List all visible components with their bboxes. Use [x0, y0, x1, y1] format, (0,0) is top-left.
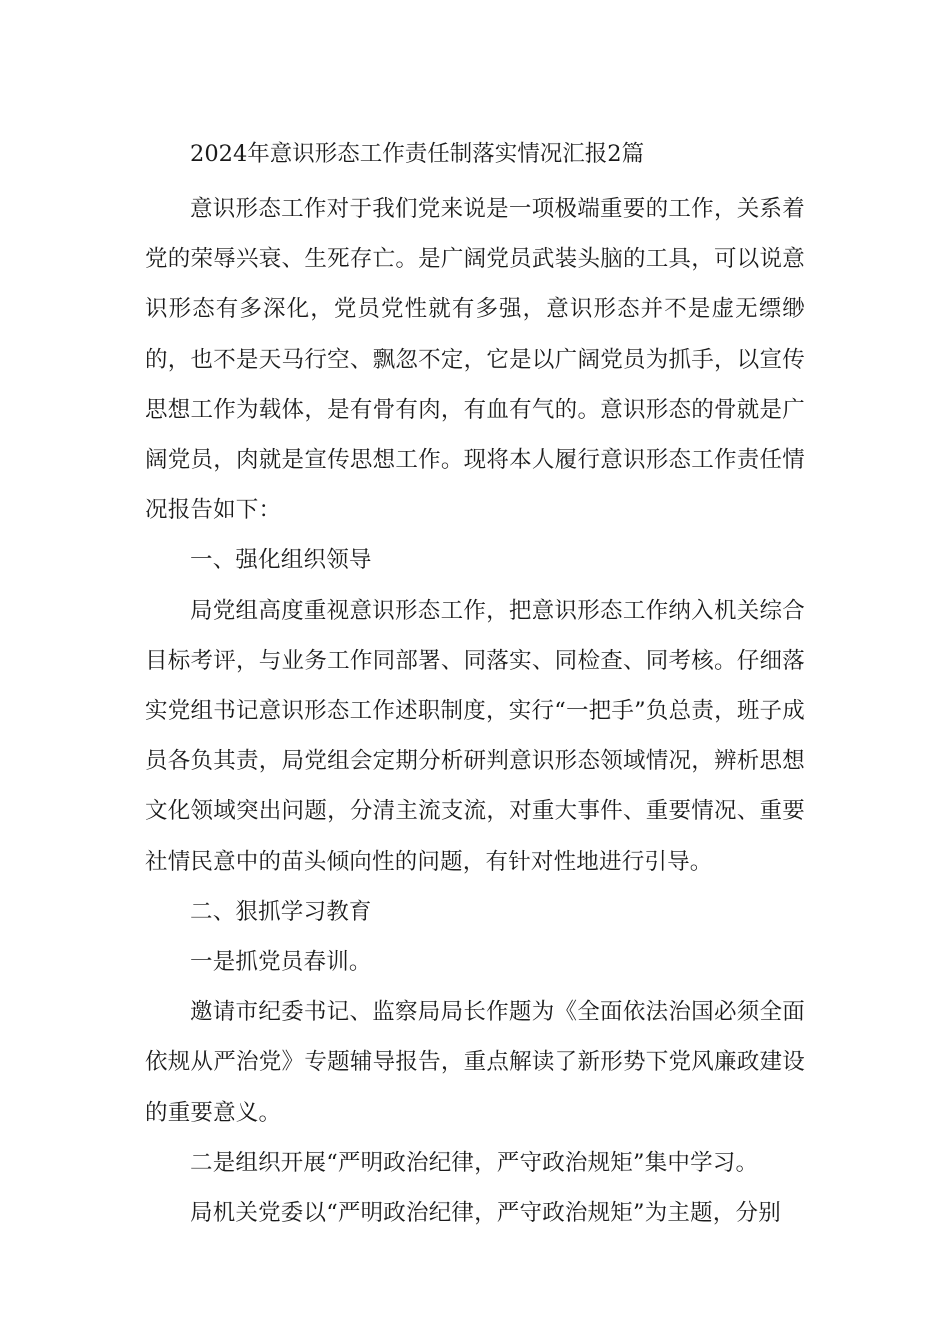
section-heading-1: 一、强化组织领导 [190, 547, 372, 574]
section-heading-2: 二、狠抓学习教育 [190, 898, 372, 925]
paragraph-intro: 意识形态工作对于我们党来说是一项极端重要的工作，关系着党的荣辱兴衰、生死存亡。是广阔党员武装头脑的工具，可以说意识形态有多深化，党员党性就有多强，意识形态并不是虚无缥缈的，也不是天马行空、飘忽不定，它是以广阔党员为抓手，以宣传思想工作为载体，是有骨有肉，有血有气的。意识形态的骨就是广阔党员，肉就是宣传思想工作。现将本人履行意识形态工作责任情况报告如下： [145, 196, 805, 524]
paragraph-section-1: 局党组高度重视意识形态工作，把意识形态工作纳入机关综合目标考评，与业务工作同部署、同落实、同检查、同考核。仔细落实党组书记意识形态工作述职制度，实行“一把手”负总责，班子成员各负其责，局党组会定期分析研判意识形态领域情况，辨析思想文化领域突出问题，分清主流支流，对重大事件、重要情况、重要社情民意中的苗头倾向性的问题，有针对性地进行引导。 [145, 597, 805, 875]
subheading-1: 一是抓党员春训。 [190, 949, 372, 976]
paragraph-study: 局机关党委以“严明政治纪律，严守政治规矩”为主题，分别 [190, 1200, 781, 1227]
document-title: 2024年意识形态工作责任制落实情况汇报2篇 [190, 141, 645, 167]
paragraph-spring-training: 邀请市纪委书记、监察局局长作题为《全面依法治国必须全面依规从严治党》专题辅导报告，重点解读了新形势下党风廉政建设的重要意义。 [145, 999, 805, 1126]
document-body [145, 134, 805, 1238]
subheading-2: 二是组织开展“严明政治纪律，严守政治规矩”集中学习。 [190, 1149, 759, 1176]
